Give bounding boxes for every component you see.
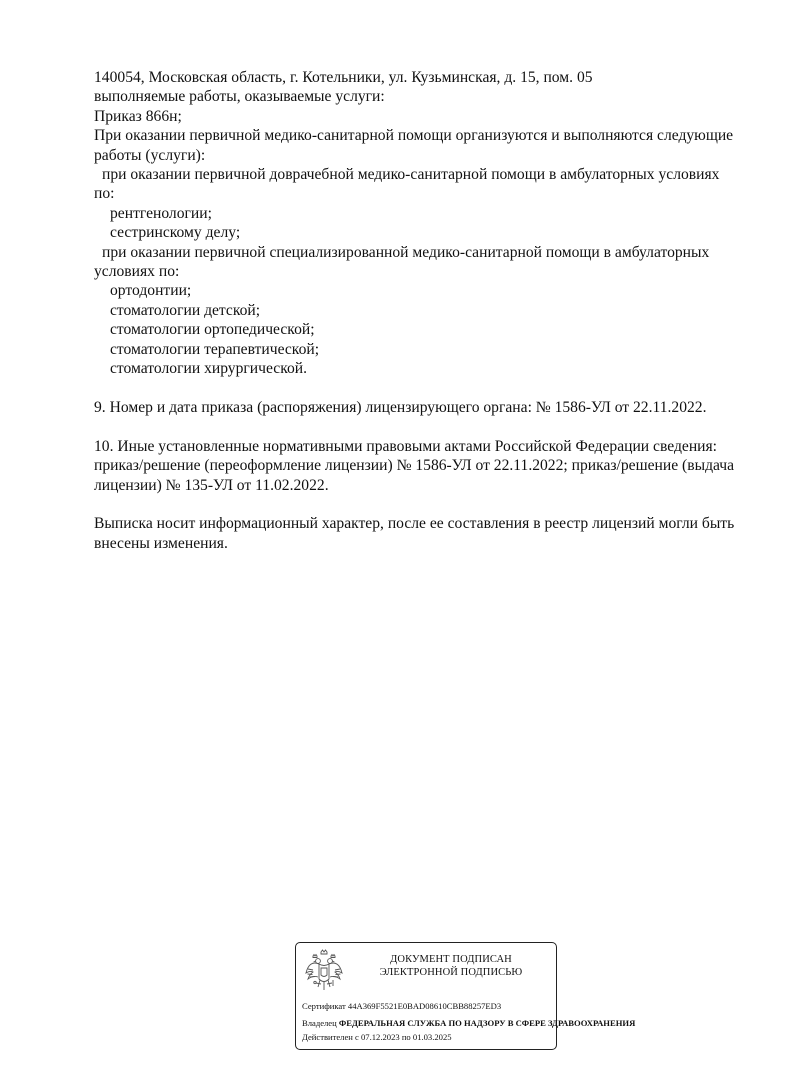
service-item-orthopedic-dentistry: стоматологии ортопедической; bbox=[110, 321, 315, 339]
valid-to-date: 01.03.2025 bbox=[412, 1032, 452, 1042]
validity-row bbox=[302, 1032, 452, 1043]
service-item-pediatric-dentistry: стоматологии детской; bbox=[110, 301, 261, 319]
item-10-line-1: 10. Иные установленные нормативными правовыми актами Российской Федерации сведения: bbox=[94, 437, 718, 455]
owner-row bbox=[302, 1018, 635, 1029]
specialized-care-line-1: при оказании первичной специализированной медико-санитарной помощи в амбулаторных bbox=[102, 243, 710, 261]
item-9-order-number: 9. Номер и дата приказа (распоряжения) лицензирующего органа: № 1586-УЛ от 22.11.2022. bbox=[94, 398, 707, 416]
service-item-therapeutic-dentistry: стоматологии терапевтической; bbox=[110, 340, 320, 358]
stamp-heading bbox=[346, 953, 556, 979]
certificate-label: Сертификат bbox=[302, 1001, 346, 1011]
item-10-line-3: лицензии) № 135-УЛ от 11.02.2022. bbox=[94, 476, 329, 494]
service-item-radiology: рентгенологии; bbox=[110, 204, 212, 222]
pre-medical-care-line-1: при оказании первичной доврачебной медико-санитарной помощи в амбулаторных условиях bbox=[102, 166, 720, 184]
disclaimer-line-2: внесены изменения. bbox=[94, 534, 228, 552]
pre-medical-care-line-2: по: bbox=[94, 185, 115, 203]
validity-to-label: по bbox=[401, 1032, 411, 1042]
disclaimer-line-1: Выписка носит информационный характер, после ее составления в реестр лицензий могли быть bbox=[94, 515, 735, 533]
russian-coat-of-arms-icon bbox=[304, 949, 344, 993]
service-item-surgical-dentistry: стоматологии хирургической. bbox=[110, 360, 308, 378]
service-item-nursing: сестринскому делу; bbox=[110, 224, 241, 242]
owner-label: Владелец bbox=[302, 1018, 337, 1028]
electronic-signature-stamp bbox=[295, 942, 636, 1050]
valid-from-date: 07.12.2023 bbox=[361, 1032, 400, 1042]
works-services-heading: выполняемые работы, оказываемые услуги: bbox=[94, 88, 385, 106]
service-item-orthodontics: ортодонтии; bbox=[110, 282, 192, 300]
order-reference: Приказ 866н; bbox=[94, 107, 182, 125]
services-intro-line-2: работы (услуги): bbox=[94, 146, 206, 164]
services-intro-line-1: При оказании первичной медико-санитарной помощи организуются и выполняются следующие bbox=[94, 127, 734, 145]
document-body bbox=[94, 68, 774, 553]
certificate-row bbox=[302, 1001, 501, 1012]
stamp-heading-line-2: ЭЛЕКТРОННОЙ ПОДПИСЬЮ bbox=[379, 967, 523, 978]
owner-name: ФЕДЕРАЛЬНАЯ СЛУЖБА ПО НАДЗОРУ В СФЕРЕ ЗДРАВООХРАНЕНИЯ bbox=[338, 1018, 636, 1028]
item-10-line-2: приказ/решение (переоформление лицензии) № 1586-УЛ от 22.11.2022; приказ/решение (выдача bbox=[94, 457, 735, 475]
validity-label: Действителен с bbox=[302, 1032, 359, 1042]
address-line: 140054, Московская область, г. Котельники, ул. Кузьминская, д. 15, пом. 05 bbox=[94, 69, 593, 86]
stamp-heading-line-1: ДОКУМЕНТ ПОДПИСАН bbox=[390, 954, 512, 965]
specialized-care-line-2: условиях по: bbox=[94, 263, 180, 281]
certificate-number: 44A369F5521E0BAD08610CBB88257ED3 bbox=[347, 1001, 502, 1011]
